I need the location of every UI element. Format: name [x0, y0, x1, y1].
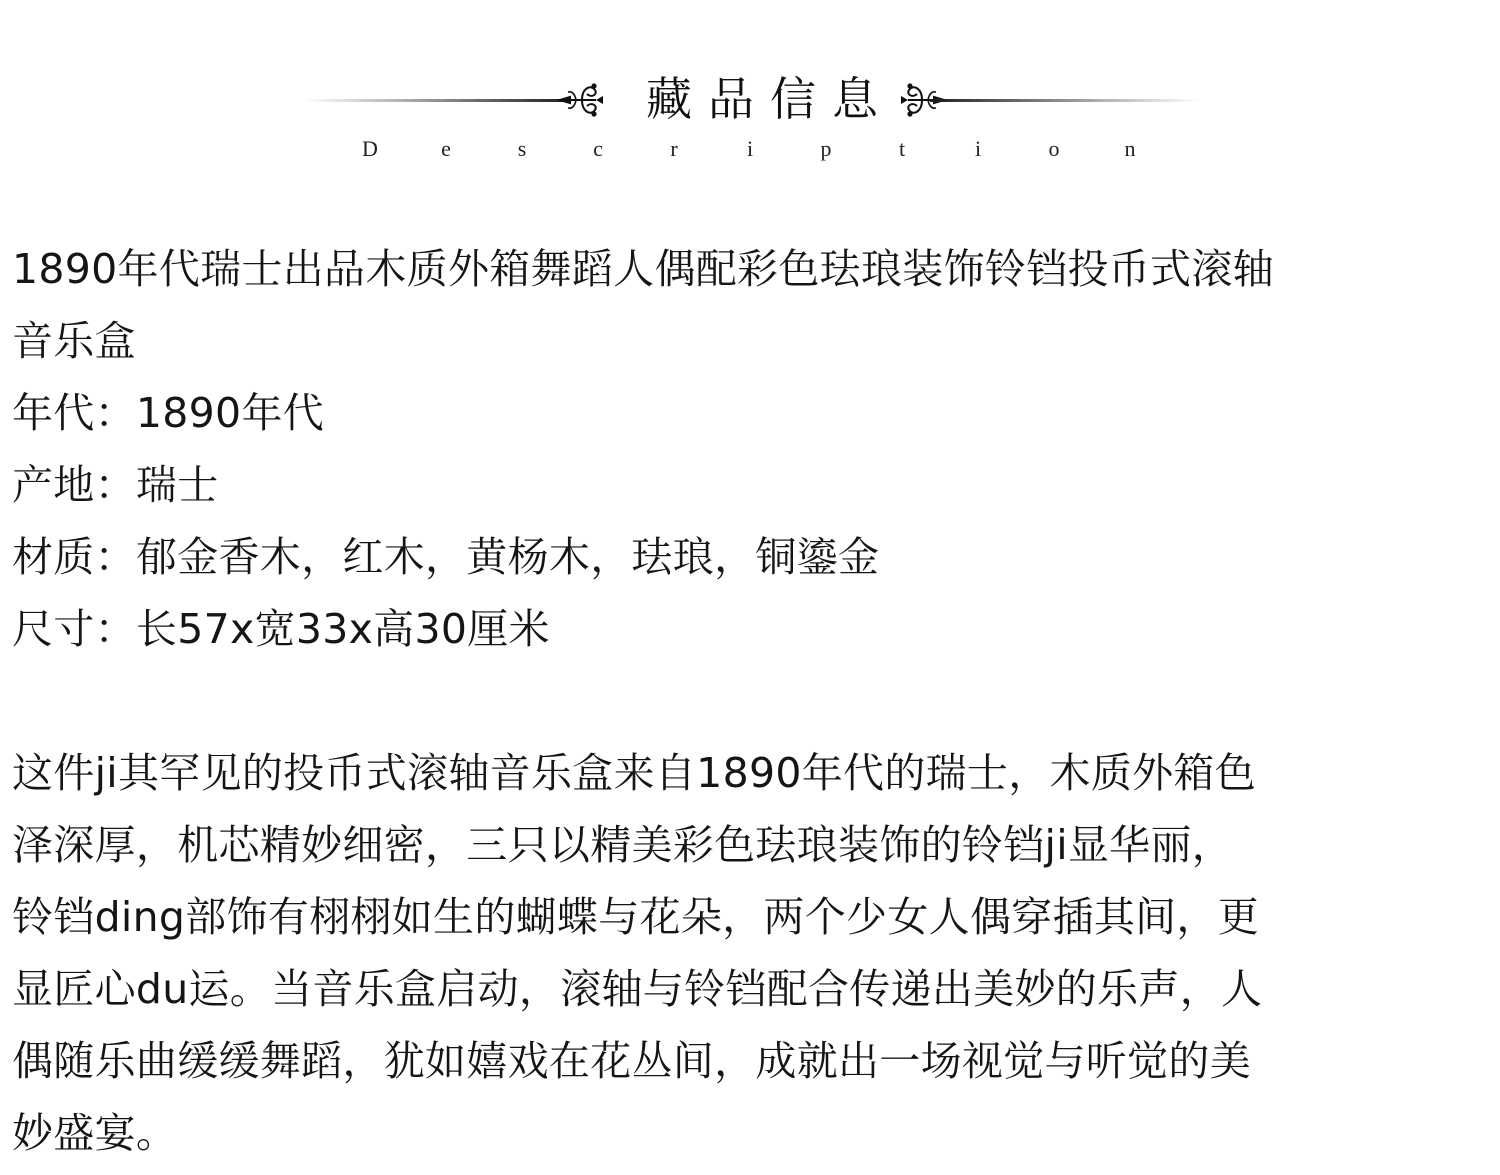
- subtitle-letter: t: [898, 136, 906, 161]
- collection-description: [12, 233, 1490, 1169]
- header-left-rule: [305, 99, 567, 102]
- item-title-line-2: 音乐盒: [12, 317, 136, 365]
- subtitle-letter: p: [820, 136, 832, 161]
- item-size: 尺寸：长57x宽33x高30厘米: [12, 605, 550, 653]
- item-era: 年代：1890年代: [12, 389, 325, 437]
- section-header: [0, 0, 1500, 175]
- subtitle-letter: s: [517, 136, 527, 161]
- subtitle-letter: c: [593, 136, 603, 161]
- subtitle-letter: i: [974, 136, 982, 161]
- page-title: 藏品信息: [646, 72, 894, 126]
- item-material: 材质：郁金香木，红木，黄杨木，珐琅，铜鎏金: [12, 533, 880, 581]
- header-right-rule: [930, 99, 1200, 102]
- subtitle-letter: o: [1048, 136, 1060, 161]
- description-line-4: 显匠心du运。当音乐盒启动，滚轴与铃铛配合传递出美妙的乐声，人: [12, 965, 1263, 1013]
- page-subtitle: [360, 136, 1140, 162]
- description-line-3: 铃铛ding部饰有栩栩如生的蝴蝶与花朵，两个少女人偶穿插其间，更: [12, 893, 1260, 941]
- description-line-1: 这件ji其罕见的投币式滚轴音乐盒来自1890年代的瑞士，木质外箱色: [12, 749, 1257, 797]
- description-line-6: 妙盛宴。: [12, 1109, 178, 1157]
- description-line-5: 偶随乐曲缓缓舞蹈，犹如嬉戏在花丛间，成就出一场视觉与听觉的美: [12, 1037, 1251, 1085]
- subtitle-letter: e: [441, 136, 451, 161]
- subtitle-letter: i: [746, 136, 754, 161]
- paragraph-spacer: [12, 665, 1490, 737]
- description-line-2: 泽深厚，机芯精妙细密，三只以精美彩色珐琅装饰的铃铛ji显华丽，: [12, 821, 1234, 869]
- scroll-ornament-icon: [558, 74, 606, 126]
- item-title-line-1: 1890年代瑞士出品木质外箱舞蹈人偶配彩色珐琅装饰铃铛投币式滚轴: [12, 245, 1274, 293]
- scroll-ornament-left-icon: [558, 74, 606, 126]
- subtitle-letter: D: [362, 136, 378, 161]
- item-origin: 产地：瑞士: [12, 461, 219, 509]
- subtitle-letter: n: [1124, 136, 1136, 161]
- subtitle-letter: r: [670, 136, 678, 161]
